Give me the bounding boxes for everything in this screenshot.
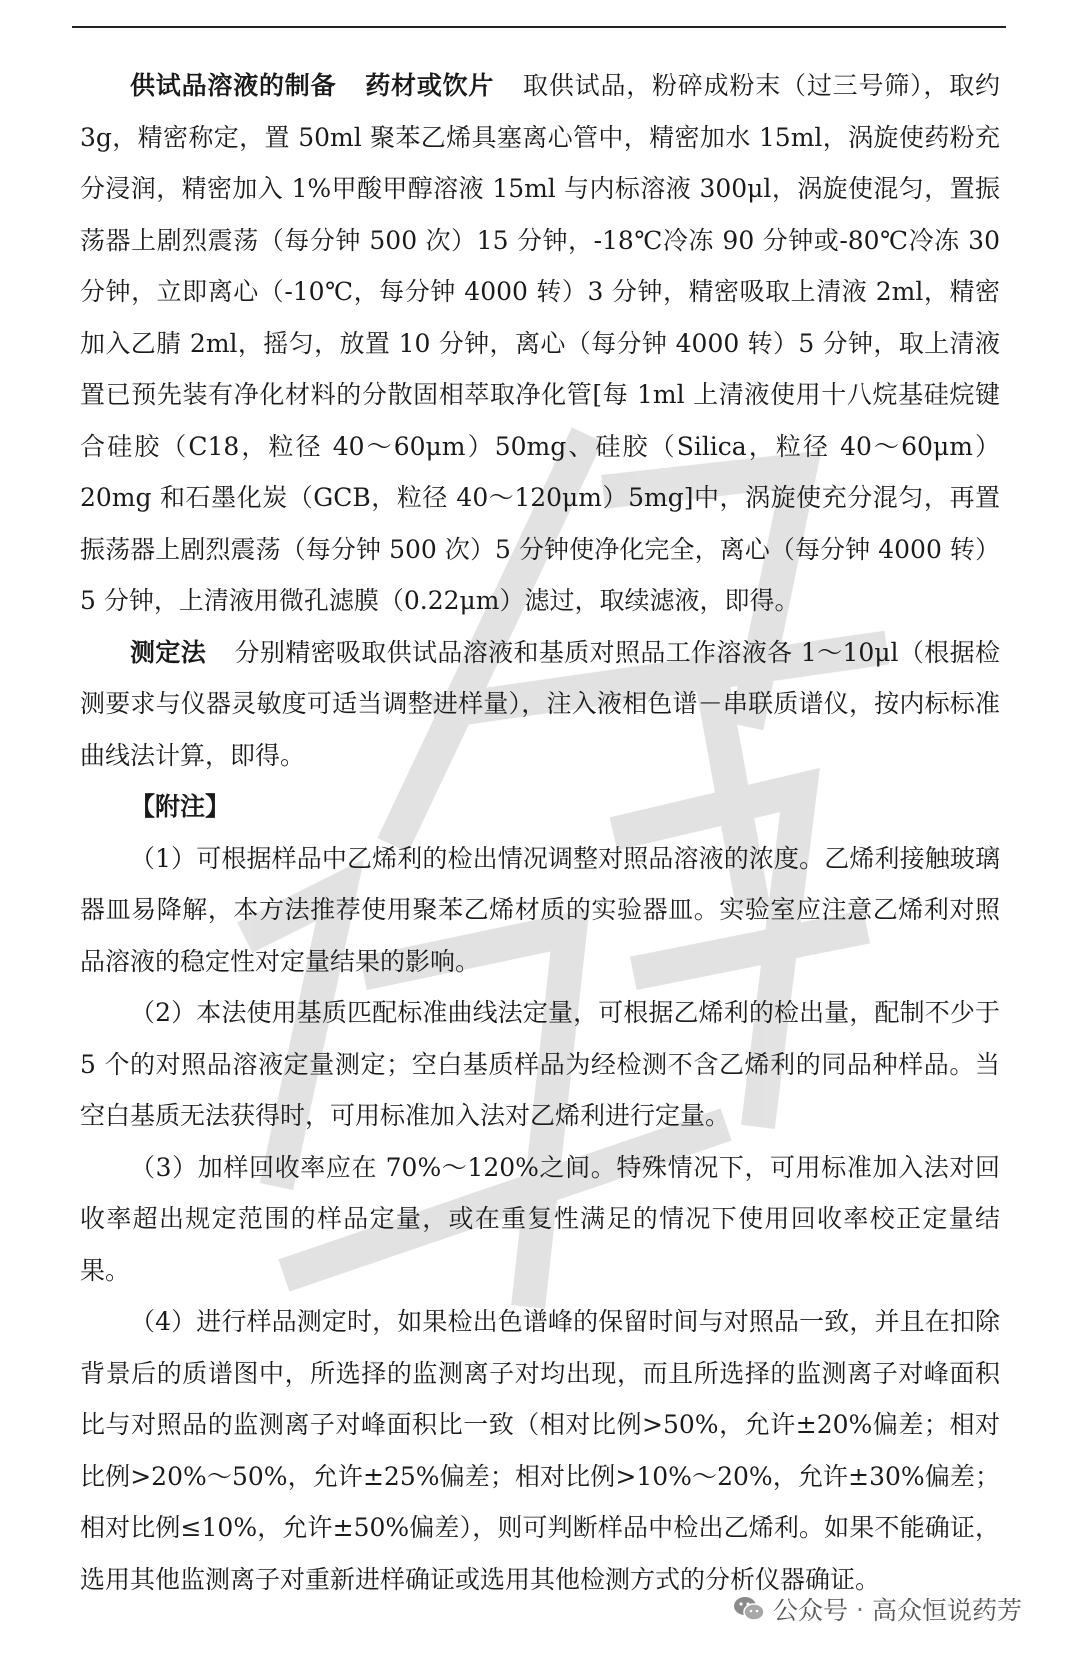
sample-prep-text: 取供试品，粉碎成粉末（过三号筛），取约 3g，精密称定，置 50ml 聚苯乙烯具塞离心管中，精密加水 15ml，涡旋使药粉充分浸润，精密加入 1%甲酸甲醇溶液 15ml 与内标溶液 300μl，涡旋使混匀，置振荡器上剧烈震荡（每分钟 500 次）15 分钟，-18℃冷冻 90 分钟或-80℃冷冻 30 分钟，立即离心（-10℃，每分钟 4000 转）3 分钟，精密吸取上清液 2ml，精密加入乙腈 2ml，摇匀，放置 10 分钟，离心（每分钟 4000 转）5 分钟，取上清液置已预先装有净化材料的分散固相萃取净化管[每 1ml 上清液使用十八烷基硅烷键合硅胶（C18，粒径 40～60μm）50mg、硅胶（Silica，粒径 40～60μm）20mg 和石墨化炭（GCB，粒径 40～120μm）5mg]中，涡旋使充分混匀，再置振荡器上剧烈震荡（每分钟 500 次）5 分钟使净化完全，离心（每分钟 4000 转）5 分钟，上清液用微孔滤膜（0.22μm）滤过，取续滤液，即得。 <box>80 71 1000 615</box>
top-rule <box>72 26 1006 28</box>
document-body <box>80 60 1000 1605</box>
method-text: 分别精密吸取供试品溶液和基质对照品工作溶液各 1～10μl（根据检测要求与仪器灵敏度可适当调整进样量），注入液相色谱－串联质谱仪，按内标标准曲线法计算，即得。 <box>80 637 1000 770</box>
footer-separator: · <box>856 1594 864 1624</box>
note-item-1: （1）可根据样品中乙烯利的检出情况调整对照品溶液的浓度。乙烯利接触玻璃器皿易降解，本方法推荐使用聚苯乙烯材质的实验器皿。实验室应注意乙烯利对照品溶液的稳定性对定量结果的影响。 <box>80 843 1000 976</box>
note-item-2: （2）本法使用基质匹配标准曲线法定量，可根据乙烯利的检出量，配制不少于 5 个的对照品溶液定量测定；空白基质样品为经检测不含乙烯利的同品种样品。当空白基质无法获得时，可用标准加入法对乙烯利进行定量。 <box>80 998 1000 1130</box>
method-heading: 测定法 <box>130 637 207 667</box>
notes-heading: 【附注】 <box>130 792 231 821</box>
wechat-icon <box>733 1595 765 1623</box>
sample-prep-paragraph <box>80 60 1000 627</box>
note-item-3: （3）加样回收率应在 70%～120%之间。特殊情况下，可用标准加入法对回收率超出规定范围的样品定量，或在重复性满足的情况下使用回收率校正定量结果。 <box>80 1152 1000 1285</box>
footer-prefix: 公众号 <box>773 1596 849 1625</box>
footer-account: 高众恒说药芳 <box>871 1596 1022 1625</box>
note-item-4: （4）进行样品测定时，如果检出色谱峰的保留时间与对照品一致，并且在扣除背景后的质谱图中，所选择的监测离子对均出现，而且所选择的监测离子对峰面积比与对照品的监测离子对峰面积比一致（相对比例>50%，允许±20%偏差；相对比例>20%～50%，允许±25%偏差；相对比例>10%～20%，允许±30%偏差；相对比例≤10%，允许±50%偏差），则可判断样品中检出乙烯利。如果不能确证，选用其他监测离子对重新进样确证或选用其他检测方式的分析仪器确证。 <box>80 1307 1000 1594</box>
sample-prep-subheading: 药材或饮片 <box>364 71 495 100</box>
method-paragraph <box>80 627 1000 782</box>
footer-attribution <box>733 1591 1022 1627</box>
sample-prep-heading: 供试品溶液的制备 <box>130 71 337 100</box>
